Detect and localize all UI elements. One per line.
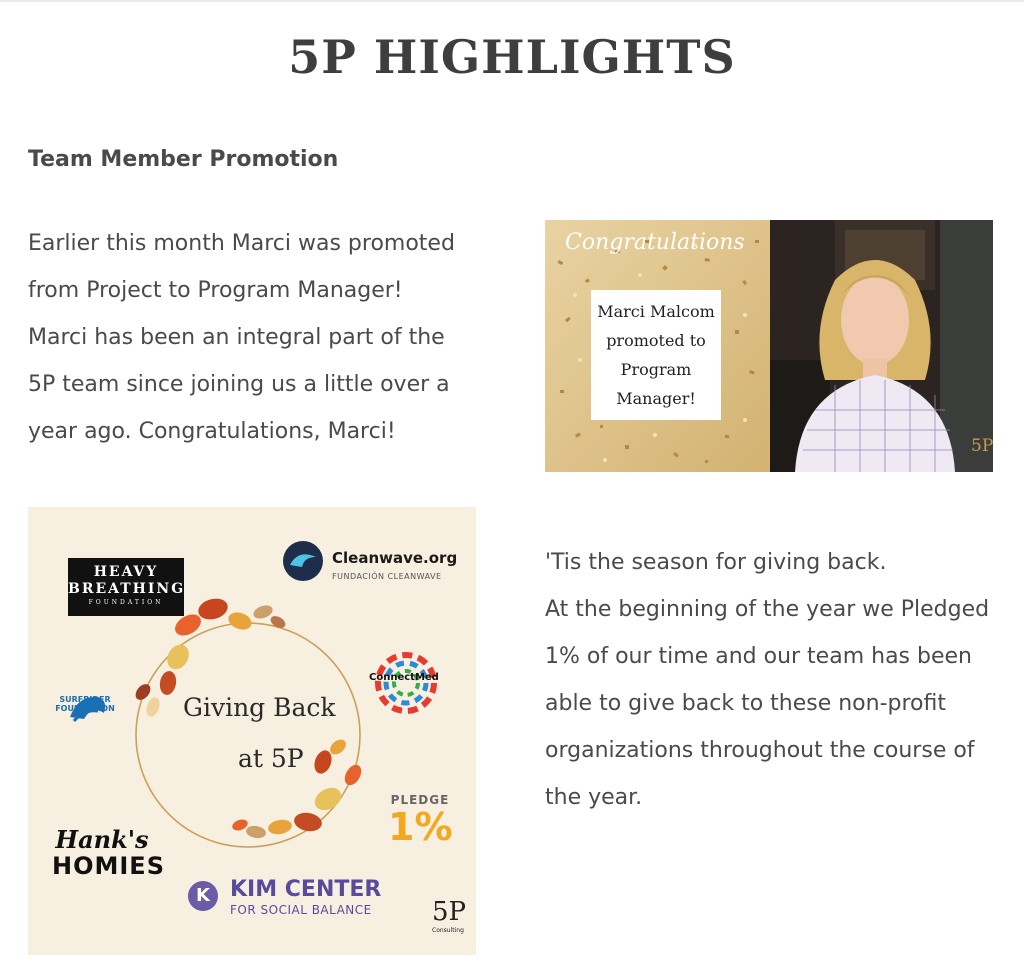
consulting-word: Consulting bbox=[432, 927, 464, 934]
giving-back-line: At the beginning of the year we Pledged bbox=[545, 597, 990, 622]
giving-back-line: 'Tis the season for giving back. bbox=[545, 550, 887, 575]
giving-back-line: 1% of our time and our team has been bbox=[545, 644, 972, 669]
cleanwave-name: Cleanwave.org bbox=[332, 549, 458, 567]
promotion-line: Marci has been an integral part of the bbox=[28, 325, 445, 350]
promotion-paragraph bbox=[28, 220, 498, 455]
giving-back-title: Giving Back bbox=[183, 693, 336, 722]
5p-mark: 5P bbox=[432, 897, 467, 927]
congratulations-script: Congratulations bbox=[565, 230, 745, 255]
pledge-value: 1% bbox=[388, 805, 453, 849]
hanks-line: Hank's bbox=[55, 825, 149, 854]
giving-back-subtitle: at 5P bbox=[238, 744, 304, 773]
top-divider bbox=[0, 0, 1024, 2]
promotion-line: year ago. Congratulations, Marci! bbox=[28, 419, 396, 444]
giving-back-line: organizations throughout the course of bbox=[545, 738, 975, 763]
5p-logo: 5P bbox=[971, 436, 993, 456]
kim-center-name: KIM CENTER bbox=[230, 877, 382, 902]
promotion-card-line: Manager! bbox=[616, 389, 696, 408]
promotion-card-line: Marci Malcom bbox=[597, 302, 715, 321]
heavy-breathing-logo bbox=[68, 558, 184, 616]
section-heading-promotion: Team Member Promotion bbox=[28, 147, 339, 172]
heavy-breathing-line: HEAVY bbox=[93, 564, 159, 580]
5p-consulting-logo bbox=[432, 897, 467, 934]
pledge-word: PLEDGE bbox=[390, 793, 450, 807]
cleanwave-logo-art bbox=[283, 541, 323, 581]
promotion-card bbox=[591, 290, 721, 420]
surfrider-logo bbox=[50, 695, 120, 713]
connectmed-logo: ConnectMed bbox=[369, 672, 439, 683]
giving-back-line: the year. bbox=[545, 785, 643, 810]
promotion-line: from Project to Program Manager! bbox=[28, 278, 403, 303]
heavy-breathing-line: FOUNDATION bbox=[88, 599, 164, 606]
surfrider-line: SURFRIDER bbox=[59, 695, 111, 704]
giving-back-paragraph bbox=[545, 539, 1015, 821]
surfrider-line: FOUNDATION bbox=[55, 704, 115, 713]
promotion-image bbox=[545, 220, 993, 472]
giving-back-line: able to give back to these non-profit bbox=[545, 691, 946, 716]
promotion-card-line: Program bbox=[620, 360, 692, 379]
pledge-logo bbox=[388, 793, 452, 847]
promotion-card-line: promoted to bbox=[606, 331, 706, 350]
hanks-homies-logo bbox=[52, 825, 165, 880]
promotion-line: 5P team since joining us a little over a bbox=[28, 372, 450, 397]
connectmed-logo-art bbox=[378, 655, 434, 711]
heavy-breathing-line: BREATHING bbox=[68, 581, 186, 597]
cleanwave-sub: FUNDACIÓN CLEANWAVE bbox=[332, 572, 442, 581]
page-title: 5P HIGHLIGHTS bbox=[288, 30, 736, 84]
hanks-line: HOMIES bbox=[52, 852, 165, 880]
kim-center-k-icon: K bbox=[188, 881, 218, 911]
promotion-line: Earlier this month Marci was promoted bbox=[28, 231, 455, 256]
giving-back-image bbox=[28, 507, 476, 955]
kim-center-sub: FOR SOCIAL BALANCE bbox=[230, 903, 372, 917]
